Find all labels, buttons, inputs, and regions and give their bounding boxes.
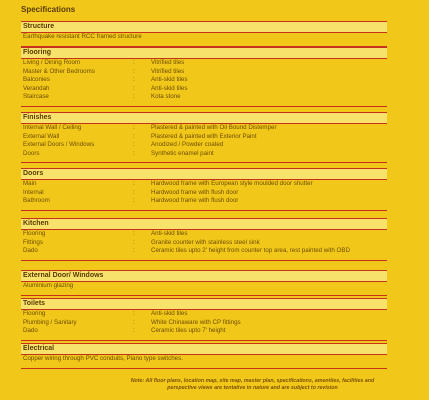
spec-separator: :: [133, 59, 135, 66]
spec-label: External Wall: [23, 132, 60, 140]
spec-separator: :: [133, 132, 135, 140]
section-heading: Electrical: [21, 343, 387, 355]
spec-label: External Doors / Windows: [23, 141, 95, 149]
spec-value: Plastered & painted with Oil Bound Distemper: [151, 124, 277, 131]
spec-separator: :: [133, 238, 135, 246]
spec-label: Bathroom: [23, 197, 50, 205]
spec-value: Hardwood frame with European style moulded door shutter: [151, 180, 313, 187]
spec-row: [21, 180, 387, 189]
spec-separator: :: [133, 247, 135, 255]
spec-separator: :: [133, 230, 135, 237]
spec-separator: :: [133, 93, 135, 101]
section-electrical: [21, 343, 387, 369]
section-text: Aluminium glazing: [23, 282, 74, 289]
spec-separator: :: [133, 310, 135, 317]
section-kitchen: [21, 218, 387, 261]
spec-value: Vitrified tiles: [151, 59, 185, 66]
section-flooring: [21, 47, 387, 107]
spec-label: Verandah: [23, 84, 50, 92]
disclaimer-note: Note: All floor plans, location map, site map, master plan, specifications, amenities, facilities and perspective views are tentative in nature and are subject to revision: [130, 378, 375, 391]
spec-row: [21, 197, 387, 206]
spec-value: Ceramic tiles upto 7' height: [151, 327, 226, 335]
spec-separator: :: [133, 188, 135, 196]
spec-row: [21, 247, 387, 256]
spec-row: [21, 85, 387, 94]
section-finishes: [21, 112, 387, 163]
spec-value: Kota stone: [151, 93, 181, 101]
spec-value: White Chinaware with CP fittings: [151, 318, 241, 326]
spec-separator: :: [133, 180, 135, 187]
spec-row: [21, 327, 387, 336]
spec-label: Doors: [23, 149, 40, 157]
section-heading: Kitchen: [21, 218, 387, 230]
spec-label: Balconies: [23, 76, 50, 84]
spec-label: Main: [23, 180, 37, 187]
divider: [21, 368, 387, 369]
spec-row: [21, 230, 387, 239]
spec-row: [21, 150, 387, 159]
spec-label: Master & Other Bedrooms: [23, 67, 95, 75]
spec-value: Ceramic tiles upto 2' height from counter top area, rest painted with OBD: [151, 247, 350, 255]
spec-row: [21, 239, 387, 248]
section-doors: [21, 168, 387, 211]
spec-value: Hardwood frame with flush door: [151, 197, 239, 205]
spec-separator: :: [133, 141, 135, 149]
section-external-door-windows: [21, 270, 387, 296]
spec-label: Dado: [23, 247, 38, 255]
section-heading: Flooring: [21, 47, 387, 59]
spec-value: Anti-skid tiles: [151, 84, 188, 92]
page-title: Specifications: [21, 5, 76, 14]
spec-value: Granite counter with stainless steel sink: [151, 238, 260, 246]
spec-label: Plumbing / Sanitary: [23, 318, 77, 326]
spec-row: [21, 141, 387, 150]
spec-label: Fittings: [23, 238, 43, 246]
divider: [21, 260, 387, 261]
section-text: Copper wiring through PVC conduits, Piano type switches.: [23, 355, 183, 362]
spec-row: [21, 319, 387, 328]
section-text: Earthquake resistant RCC framed structure: [23, 33, 142, 40]
divider: [21, 340, 387, 341]
section-structure: [21, 21, 387, 47]
spec-separator: :: [133, 124, 135, 131]
spec-row: [21, 93, 387, 102]
section-heading: Toilets: [21, 298, 387, 310]
spec-label: Flooring: [23, 310, 46, 317]
spec-label: Internal Wall / Ceiling: [23, 124, 82, 131]
divider: [21, 106, 387, 107]
section-heading: External Door/ Windows: [21, 270, 387, 282]
spec-value: Vitrified tiles: [151, 67, 185, 75]
spec-row: [21, 189, 387, 198]
spec-separator: :: [133, 67, 135, 75]
spec-separator: :: [133, 84, 135, 92]
divider: [21, 295, 387, 296]
spec-value: Anti-skid tiles: [151, 76, 188, 84]
spec-row: [21, 68, 387, 77]
spec-value: Plastered & painted with Exterior Paint: [151, 132, 257, 140]
spec-label: Living / Dining Room: [23, 59, 81, 66]
divider: [21, 162, 387, 163]
spec-row: [21, 59, 387, 68]
spec-separator: :: [133, 76, 135, 84]
spec-label: Flooring: [23, 230, 46, 237]
spec-row: [21, 76, 387, 85]
spec-label: Internal: [23, 188, 44, 196]
spec-separator: :: [133, 327, 135, 335]
divider: [21, 210, 387, 211]
spec-value: Anodized / Powder coated: [151, 141, 224, 149]
section-heading: Finishes: [21, 112, 387, 124]
section-heading: Structure: [21, 21, 387, 33]
spec-separator: :: [133, 318, 135, 326]
spec-row: [21, 310, 387, 319]
spec-value: Anti-skid tiles: [151, 230, 188, 237]
spec-label: Dado: [23, 327, 38, 335]
spec-separator: :: [133, 197, 135, 205]
spec-row: [21, 133, 387, 142]
spec-row: [21, 124, 387, 133]
spec-label: Staircase: [23, 93, 49, 101]
spec-value: Anti-skid tiles: [151, 310, 188, 317]
section-heading: Doors: [21, 168, 387, 180]
spec-value: Hardwood frame with flush door: [151, 188, 239, 196]
spec-separator: :: [133, 149, 135, 157]
spec-value: Synthetic enamel paint: [151, 149, 214, 157]
section-toilets: [21, 298, 387, 341]
